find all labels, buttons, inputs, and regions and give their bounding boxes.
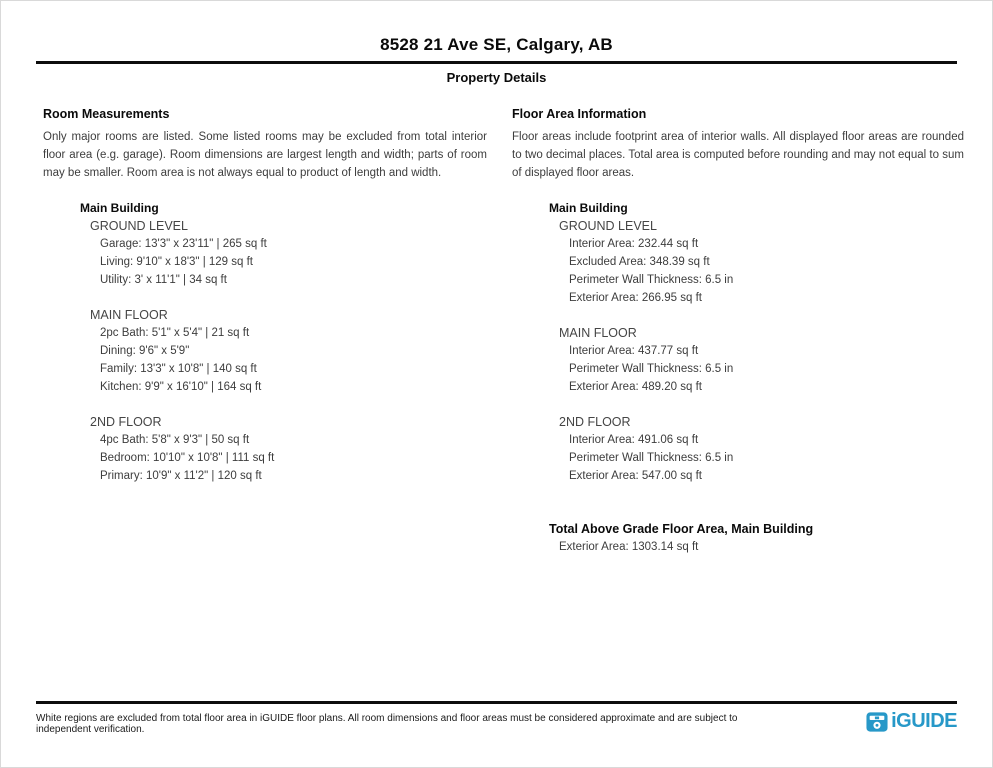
iguide-camera-icon [866, 711, 888, 733]
footer-disclaimer: White regions are excluded from total floor area in iGUIDE floor plans. All room dimensions and floor areas must be considered approximate and are subject to independent verification. [36, 713, 738, 735]
total-value: Exterior Area: 1303.14 sq ft [559, 541, 699, 553]
level-second [80, 413, 512, 485]
room-line: 4pc Bath: 5'8" x 9'3" | 50 sq ft [100, 434, 250, 446]
area-line: Exterior Area: 547.00 sq ft [569, 470, 702, 482]
footer [36, 701, 957, 735]
room-line: Family: 13'3" x 10'8" | 140 sq ft [100, 363, 257, 375]
level-name: GROUND LEVEL [90, 219, 188, 233]
room-measurements-heading: Room Measurements [43, 107, 170, 121]
room-measurements-building [43, 199, 512, 485]
level-main [80, 306, 512, 396]
page-subtitle: Property Details [446, 70, 547, 85]
iguide-logo-text: iGUIDE [891, 710, 957, 732]
content-columns [1, 106, 992, 556]
total-above-grade-block [512, 520, 964, 556]
level-main [549, 324, 964, 396]
floor-area-heading: Floor Area Information [512, 107, 647, 121]
room-line: Bedroom: 10'10" x 10'8" | 111 sq ft [100, 452, 275, 464]
room-line: Utility: 3' x 11'1" | 34 sq ft [100, 274, 227, 286]
level-name: GROUND LEVEL [559, 219, 657, 233]
room-line: Living: 9'10" x 18'3" | 129 sq ft [100, 256, 253, 268]
level-ground [549, 217, 964, 307]
level-ground [80, 217, 512, 289]
area-line: Perimeter Wall Thickness: 6.5 in [569, 452, 734, 464]
room-line: Primary: 10'9" x 11'2" | 120 sq ft [100, 470, 262, 482]
area-line: Exterior Area: 489.20 sq ft [569, 381, 702, 393]
room-line: 2pc Bath: 5'1" x 5'4" | 21 sq ft [100, 327, 250, 339]
area-line: Interior Area: 437.77 sq ft [569, 345, 699, 357]
total-heading: Total Above Grade Floor Area, Main Building [549, 522, 814, 536]
room-measurements-description: Only major rooms are listed. Some listed rooms may be excluded from total interior floor area (e.g. garage). Room dimensions are largest length and width; parts of room may be smaller. Room area is not always equal to product of length and width. [43, 131, 487, 179]
floor-area-section [512, 106, 964, 556]
level-second [549, 413, 964, 485]
level-name: MAIN FLOOR [90, 308, 168, 322]
room-line: Garage: 13'3" x 23'11" | 265 sq ft [100, 238, 267, 250]
building-name: Main Building [80, 201, 159, 215]
building-name: Main Building [549, 201, 628, 215]
level-name: 2ND FLOOR [559, 415, 631, 429]
area-line: Exterior Area: 266.95 sq ft [569, 292, 702, 304]
room-line: Kitchen: 9'9" x 16'10" | 164 sq ft [100, 381, 262, 393]
floor-area-description: Floor areas include footprint area of interior walls. All displayed floor areas are rounded to two decimal places. Total area is computed before rounding and may not equal to sum of displayed floor areas. [512, 131, 964, 179]
level-name: 2ND FLOOR [90, 415, 162, 429]
area-line: Excluded Area: 348.39 sq ft [569, 256, 710, 268]
area-line: Perimeter Wall Thickness: 6.5 in [569, 363, 734, 375]
floor-area-building [512, 199, 964, 485]
level-name: MAIN FLOOR [559, 326, 637, 340]
header-divider [36, 61, 957, 64]
area-line: Interior Area: 491.06 sq ft [569, 434, 699, 446]
room-measurements-section [43, 106, 512, 556]
area-line: Perimeter Wall Thickness: 6.5 in [569, 274, 734, 286]
room-line: Dining: 9'6" x 5'9" [100, 345, 190, 357]
area-line: Interior Area: 232.44 sq ft [569, 238, 699, 250]
iguide-logo [866, 710, 957, 733]
page-title: 8528 21 Ave SE, Calgary, AB [380, 35, 613, 54]
